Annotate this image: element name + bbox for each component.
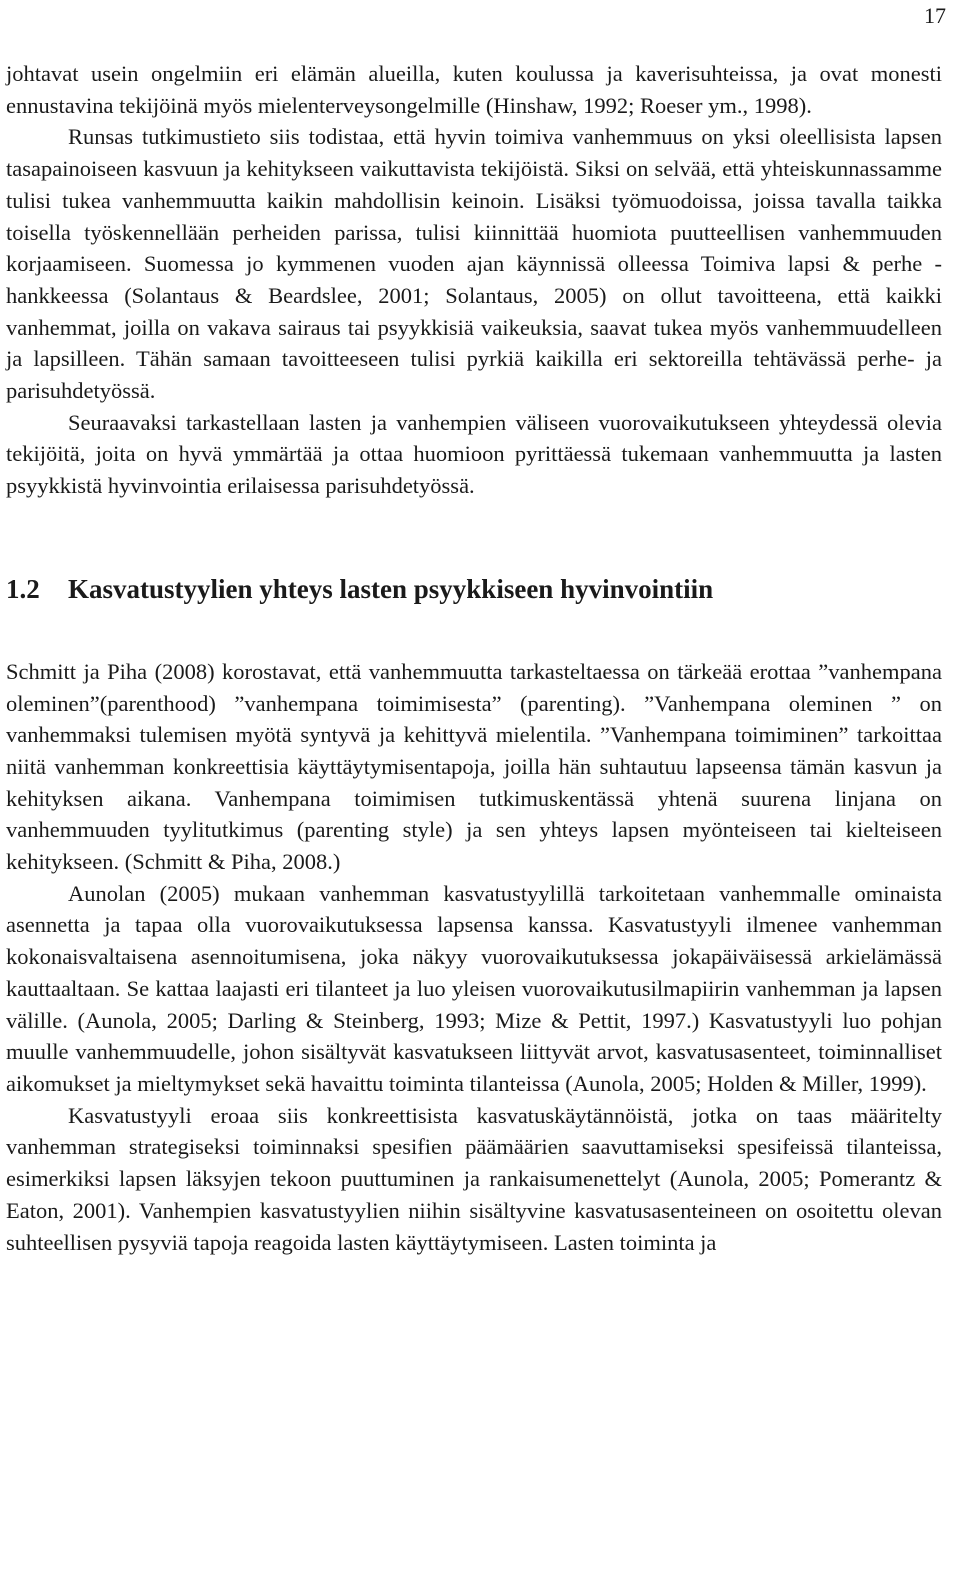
page-number: 17 (924, 3, 946, 28)
paragraph-parenting-practices: Kasvatustyyli eroaa siis konkreettisista kasvatuskäytännöistä, jotka on taas määritelty vanhemman strategiseksi toiminnaksi spesifien päämäärien saavuttamiseksi spesifeissä tilanteissa, esimerkiksi lapsen läksyjen tekoon puuttuminen ja rankaisumenettelyt (Aunola, 2005; Pomerantz & Eaton, 2001). Vanhempien kasvatustyylien niihin sisältyvine kasvatusasenteineen on osoitettu olevan suhteellisen pysyviä tapoja reagoida lasten käyttäytymiseen. Lasten toiminta ja (6, 1102, 942, 1255)
section-heading (6, 572, 942, 606)
section-title: Kasvatustyylien yhteys lasten psyykkiseen hyvinvointiin (68, 573, 714, 604)
paragraph-parenting-style-definition: Aunolan (2005) mukaan vanhemman kasvatustyylillä tarkoitetaan vanhemmalle ominaista asennetta ja tapaa olla vuorovaikutuksessa lapsensa kanssa. Kasvatustyyli ilmenee vanhemman kokonaisvaltaisena asennoitumisena, joka näkyy vuorovaikutuksessa jokapäiväisessä arkielämässä kauttaaltaan. Se kattaa laajasti eri tilanteet ja luo yleisen vuorovaikutusilmapiirin vanhemman ja lapsen välille. (Aunola, 2005; Darling & Steinberg, 1993; Mize & Pettit, 1997.) Kasvatustyyli luo pohjan muulle vanhemmuudelle, johon sisältyvät kasvatukseen liittyvät arvot, kasvatusasenteet, toiminnalliset aikomukset ja mieltymykset sekä havaittu toiminta tilanteissa (Aunola, 2005; Holden & Miller, 1999). (6, 880, 942, 1096)
section-number: 1.2 (6, 573, 40, 604)
paragraph-parenthood-vs-parenting: Schmitt ja Piha (2008) korostavat, että vanhemmuutta tarkasteltaessa on tärkeää erottaa ”vanhempana oleminen”(parenthood) ”vanhempana toimimisesta” (parenting). ”Vanhempana oleminen ” on vanhemmaksi tulemisen myötä syntyvä ja kehittyvä mielentila. ”Vanhempana toimiminen” tarkoittaa niitä vanhemman konkreettisia käyttäytymisentapoja, joilla hän suhtautuu lapseensa tämän kasvun ja kehityksen aikana. Vanhempana toimimisen tutkimuskentässä yhtenä suurena linjana on vanhemmuuden tyylitutkimus (parenting style) ja sen yhteys lapsen myönteiseen tai kielteiseen kehitykseen. (Schmitt & Piha, 2008.) (6, 658, 942, 875)
paragraph-continuation: johtavat usein ongelmiin eri elämän alueilla, kuten koulussa ja kaverisuhteissa, ja ovat monesti ennustavina tekijöinä myös mielenterveysongelmille (Hinshaw, 1992; Roeser ym., 1998). (6, 61, 942, 118)
paragraph-next-topics: Seuraavaksi tarkastellaan lasten ja vanhempien väliseen vuorovaikutukseen yhteydessä olevia tekijöitä, joita on hyvä ymmärtää ja ottaa huomioon pyrittäessä tukemaan vanhemmuutta ja lasten psyykkistä hyvinvointia erilaisessa parisuhdetyössä. (6, 409, 942, 499)
paragraph-parenting-support: Runsas tutkimustieto siis todistaa, että hyvin toimiva vanhemmuus on yksi oleellisista lapsen tasapainoiseen kasvuun ja kehitykseen vaikuttavista tekijöistä. Siksi on selvää, että yhteiskunnassamme tulisi tukea vanhemmuutta kaikin mahdollisin keinoin. Lisäksi työmuodoissa, joissa tavalla taikka toisella työskennellään perheiden parissa, tulisi kiinnittää huomiota puutteellisen vanhemmuuden korjaamiseen. Suomessa jo kymmenen vuoden ajan käynnissä olleessa Toimiva lapsi & perhe -hankkeessa (Solantaus & Beardslee, 2001; Solantaus, 2005) on ollut tavoitteena, että kaikki vanhemmat, joilla on vakava sairaus tai psyykkisiä vaikeuksia, saavat tukea myös vanhemmuudelleen ja lapsilleen. Tähän samaan tavoitteeseen tulisi pyrkiä kaikilla eri sektoreilla tehtävässä perhe- ja parisuhdetyössä. (6, 124, 942, 404)
page-content (6, 58, 942, 1258)
